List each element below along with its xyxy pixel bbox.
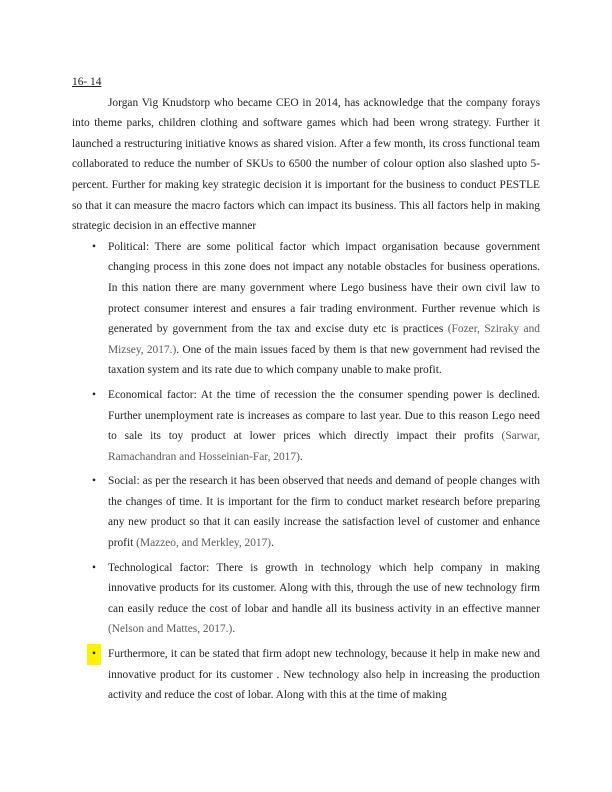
bullet-text: Economical factor: At the time of recession the the consumer spending power is declined. Further unemployment rate is increases as compare to last year. Due to this reason Lego need to sale its toy product at lower prices which directly impact their profits xyxy=(108,388,540,443)
bullet-icon: • xyxy=(92,561,96,574)
bullet-icon: • xyxy=(92,240,96,253)
intro-paragraph: Jorgan Vig Knudstorp who became CEO in 2014, has acknowledge that the company forays into theme parks, children clothing and software games which had been wrong strategy. Further it launched a restructuring initiative knows as shared vision. After a few month, its cross functional team collaborated to reduce the number of SKUs to 6500 the number of colour option also slashed upto 5- percent. Further for making key strategic decision it is important for the business to conduct PESTLE so that it can measure the macro factors which can impact its business. This all factors help in making strategic decision in an effective manner xyxy=(72,96,540,233)
bullet-social xyxy=(72,471,540,553)
bullet-text-continued: . xyxy=(271,537,274,550)
bullet-furthermore xyxy=(72,644,540,706)
document-page xyxy=(72,72,540,710)
bullet-text: Furthermore, it can be stated that firm adopt new technology, because it help in make new and innovative product for its customer . New technology also help in increasing the production activity and reduce the cost of lobar. Along with this at the time of making xyxy=(108,648,540,702)
citation: (Fozer, Sziraky and Mizsey, 2017.) xyxy=(108,323,540,356)
section-heading: 16- 14 xyxy=(72,76,102,88)
bullet-icon: • xyxy=(92,388,96,401)
citation: (Mazzeo, and Merkley, 2017) xyxy=(136,537,272,550)
pestle-bullet-list xyxy=(72,237,540,706)
bullet-icon: • xyxy=(92,475,96,488)
bullet-text: Social: as per the research it has been observed that needs and demand of people changes with the changes of time. It is important for the firm to conduct market research before preparing any new product so that it can easily increase the satisfaction level of customer and enhance profit xyxy=(108,475,540,550)
highlighted-bullet-icon: • xyxy=(87,644,101,665)
bullet-text-continued: . xyxy=(232,623,236,636)
bullet-text: Political: There are some political factor which impact organisation because government changing process in this zone does not impact any notable obstacles for business operations. In this nation there are many government where Lego business have their own civil law to protect consumer interest and ensures a fair trading environment. Further revenue which is generated by government from the tax and excise duty etc is practices xyxy=(108,240,540,336)
bullet-text-continued: . One of the main issues faced by them is that new government had revised the taxation system and its rate due to which company unable to make profit. xyxy=(108,343,540,377)
bullet-text: Technological factor: There is growth in technology which help company in making innovative products for its customer. Along with this, through the use of new technology firm can easily reduce the cost of lobar and handle all its business activity in an effective manner xyxy=(108,561,540,615)
bullet-economical xyxy=(72,385,540,467)
citation: (Nelson and Mattes, 2017.) xyxy=(108,623,233,636)
bullet-text-continued: . xyxy=(299,450,303,463)
bullet-technological xyxy=(72,558,540,640)
citation: (Sarwar, Ramachandran and Hosseinian-Far, 2017) xyxy=(108,430,540,463)
bullet-political xyxy=(72,237,540,381)
